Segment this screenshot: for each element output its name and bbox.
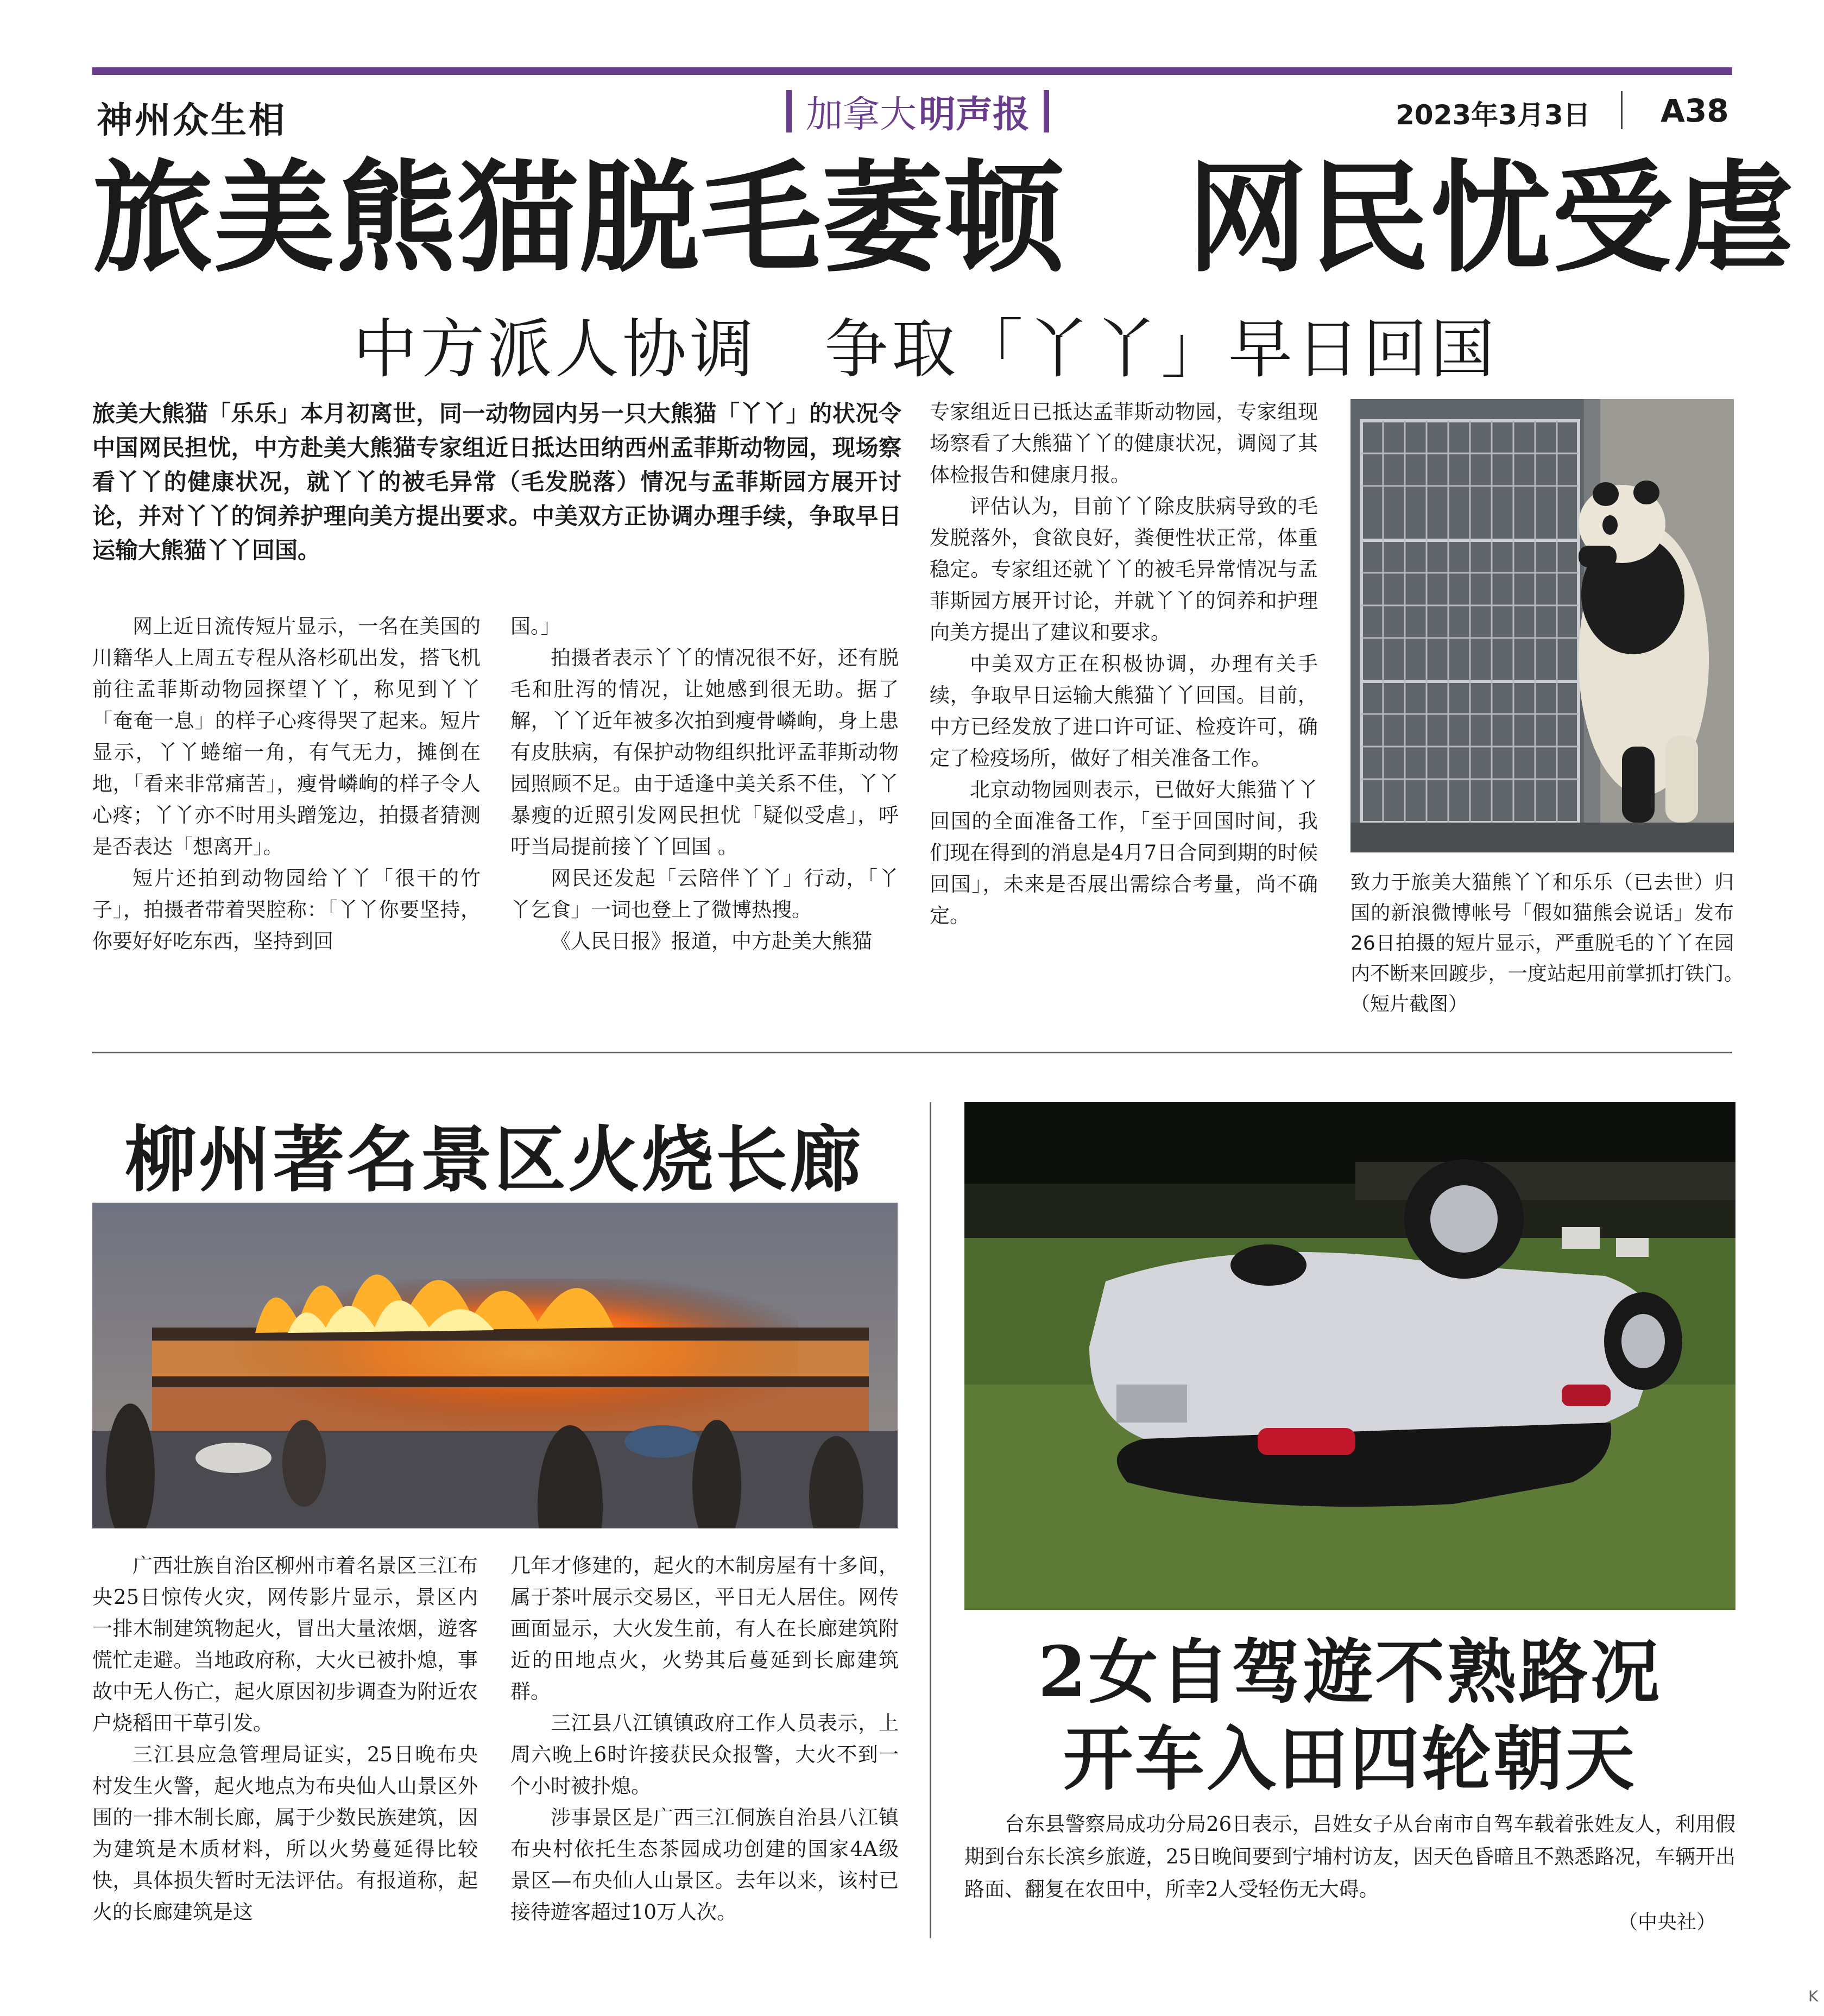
paragraph: 广西壮族自治区柳州市着名景区三江布央25日惊传火灾，网传影片显示，景区内一排木制建筑物起火，冒出大量浓烟，遊客慌忙走避。当地政府称，大火已被扑熄，事故中无人伤亡，起火原因初步调查为附近农户烧稻田干草引发。 (92, 1554, 478, 1735)
page-number: A38 (1661, 92, 1729, 129)
paragraph: 中美双方正在积极协调，办理有关手续，争取早日运输大熊猫丫丫回国。目前，中方已经发放了进口许可证、检疫许可，确定了检疫场所，做好了相关准备工作。 (930, 652, 1318, 770)
paragraph: 拍摄者表示丫丫的情况很不好，还有脱毛和肚泻的情况，让她感到很无助。据了解，丫丫近年被多次拍到瘦骨嶙峋，身上患有皮肤病，有保护动物组织批评孟菲斯动物园照顾不足。由于适逢中美关系不佳，丫丫暴瘦的近照引发网民担忧「疑似受虐」，呼吁当局提前接丫丫回国 。 (510, 646, 899, 858)
masthead-rule (92, 67, 1732, 75)
masthead-bar-right (1044, 90, 1049, 132)
masthead-paper-name: 明声报 (919, 93, 1030, 136)
masthead-country: 加拿大 (805, 93, 917, 136)
paragraph: 几年才修建的，起火的木制房屋有十多间，属于茶叶展示交易区，平日无人居住。网传画面显示，大火发生前，有人在长廊建筑附近的田地点火，火势其后蔓延到长廊建筑群。 (510, 1554, 899, 1703)
article1-column-3 (930, 396, 1318, 932)
panda-photo-caption: 致力于旅美大猫熊丫丫和乐乐（已去世）归国的新浪微博帐号「假如猫熊会说话」发布26日拍摄的短片显示，严重脱毛的丫丫在园内不断来回踱步，一度站起用前掌抓打铁门。 （短片截图） (1350, 871, 1773, 1015)
section-title: 神州众生相 (97, 99, 287, 141)
article3-headline-line-2: 开车入田四轮朝天 (1063, 1718, 1637, 1800)
corner-mark: K (1808, 1987, 1819, 2005)
article1-lead: 旅美大熊猫「乐乐」本月初离世，同一动物园内另一只大熊猫「丫丫」的状况令中国网民担忧，中方赴美大熊猫专家组近日抵达田纳西州孟菲斯动物园，现场察看丫丫的健康状况，就丫丫的被毛异常（毛发脱落）情况与孟菲斯园方展开讨论，并对丫丫的饲养护理向美方提出要求。中美双方正协调办理手续，争取早日运输大熊猫丫丫回国。 (92, 400, 901, 564)
column-divider (930, 1102, 931, 1938)
article2-headline: 柳州著名景区火烧长廊 (125, 1118, 863, 1202)
article1-column-2 (510, 611, 899, 957)
fire-photo (92, 1203, 898, 1528)
paragraph: 网民还发起「云陪伴丫丫」行动，「丫丫乞食」一词也登上了微博热搜。 (510, 867, 899, 921)
paragraph: 北京动物园则表示，已做好大熊猫丫丫回国的全面准备工作，「至于回国时间，我们现在得到的消息是4月7日合同到期的时候回国」，未来是否展出需综合考量，尚不确定。 (930, 778, 1318, 927)
article2-column-2 (510, 1550, 899, 1928)
article1-headline: 旅美熊猫脱毛萎顿 网民忧受虐 (92, 149, 1795, 289)
article3-body: 台东县警察局成功分局26日表示，吕姓女子从台南市自驾车载着张姓友人，利用假期到台东长滨乡旅遊，25日晚间要到宁埔村访友，因天色昏暗且不熟悉路况，车辆开出路面、翻复在农田中，所幸2人受轻伤无大碍。 (964, 1812, 1735, 1901)
overturned-car-photo (964, 1102, 1735, 1610)
article3-headline-line-1: 2女自驾遊不熟路况 (1038, 1632, 1662, 1713)
panda-photo (1350, 399, 1734, 852)
article3-credit: （中央社） (1618, 1911, 1716, 1933)
masthead (739, 87, 1097, 136)
paragraph: 三江县八江镇镇政府工作人员表示，上周六晚上6时许接获民众报警，大火不到一个小时被扑熄。 (510, 1711, 899, 1798)
paragraph: 三江县应急管理局证实，25日晚布央村发生火警，起火地点为布央仙人山景区外围的一排木制长廊，属于少数民族建筑，因为建筑是木质材料，所以火势蔓延得比较快，具体损失暂时无法评估。有报道称，起火的长廊建筑是这 (92, 1743, 478, 1924)
issue-date: 2023年3月3日 (1396, 99, 1591, 131)
article3-headline (964, 1629, 1735, 1803)
paragraph: 评估认为，目前丫丫除皮肤病导致的毛发脱落外，食欲良好，粪便性状正常，体重稳定。专家组还就丫丫的被毛异常情况与孟菲斯园方展开讨论，并就丫丫的饲养和护理向美方提出了建议和要求。 (930, 495, 1318, 644)
article1-column-1 (92, 611, 481, 957)
paragraph: 短片还拍到动物园给丫丫「很干的竹子」，拍摄者带着哭腔称：「丫丫你要坚持，你要好好吃东西，坚持到回 (92, 867, 481, 953)
paragraph: 国。」 (510, 615, 561, 638)
paragraph: 专家组近日已抵达孟菲斯动物园，专家组现场察看了大熊猫丫丫的健康状况，调阅了其体检报告和健康月报。 (930, 400, 1318, 486)
paragraph: 《人民日报》报道，中方赴美大熊猫 (551, 930, 872, 953)
section-divider (92, 1052, 1732, 1053)
masthead-bar-left (786, 90, 792, 132)
article1-subhead: 中方派人协调 争取「丫丫」早日回国 (353, 312, 1498, 387)
header-divider (1621, 91, 1623, 129)
paragraph: 涉事景区是广西三江侗族自治县八江镇布央村依托生态茶园成功创建的国家4A级景区—布央仙人山景区。去年以来，该村已接待遊客超过10万人次。 (510, 1806, 899, 1924)
paragraph: 网上近日流传短片显示，一名在美国的川籍华人上周五专程从洛杉矶出发，搭飞机前往孟菲斯动物园探望丫丫，称见到丫丫「奄奄一息」的样子心疼得哭了起来。短片显示，丫丫蜷缩一角，有气无力，摊倒在地，「看来非常痛苦」，瘦骨嶙峋的样子令人心疼；丫丫亦不时用头蹭笼边，拍摄者猜测是否表达「想离开」。 (92, 615, 481, 858)
article2-column-1 (92, 1550, 478, 1928)
